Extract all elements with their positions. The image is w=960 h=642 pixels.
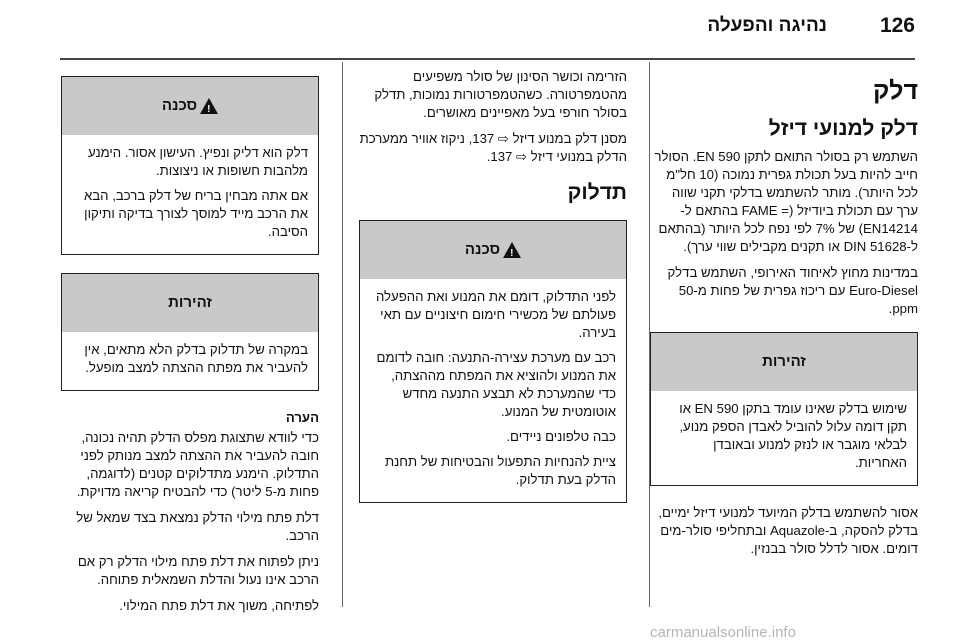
danger-text: כבה טלפונים ניידים. bbox=[506, 429, 616, 444]
page-header bbox=[60, 14, 915, 46]
section-heading: דלק bbox=[873, 77, 918, 105]
paragraph: אסור להשתמש בדלק המיועד למנועי דיזל ימיים, בדלק להסקה, ב-Aquazole ובתחליפי סולר-מים דומים. אסור לדלל סולר בבנזין. bbox=[658, 505, 918, 556]
danger-text: לפני התדלוק, דומם את המנוע ואת ההפעלה פעולתם של מכשירי חימום חיצוניים עם תאי בעירה. bbox=[375, 289, 616, 340]
paragraph: דלת פתח מילוי הדלק נמצאת בצד שמאל של הרכב. bbox=[76, 510, 319, 543]
right-column bbox=[650, 68, 918, 566]
paragraph: במדינות מחוץ לאיחוד האירופי, השתמש בדלק Euro-Diesel עם ריכוז גפרית של פחות מ-50 ppm. bbox=[667, 265, 918, 316]
danger-box bbox=[359, 220, 627, 503]
left-column bbox=[61, 76, 319, 623]
caution-box-title: זהירות bbox=[62, 274, 318, 332]
caution-box-text: שימוש בדלק שאינו עומד בתקן EN 590 או תקן דומה עלול להוביל לאבדן הספק מנוע, לבלאי מוגבר או לנזק למנוע ובאובדן האחריות. bbox=[679, 401, 907, 470]
warning-triangle-icon bbox=[200, 98, 218, 114]
caution-box-text: במקרה של תדלוק בדלק הלא מתאים, אין להעביר את מפתח ההצתה למצב מופעל. bbox=[84, 342, 308, 375]
danger-text: ציית להנחיות התפעול והבטיחות של תחנת הדלק בעת תדלוק. bbox=[385, 454, 616, 487]
paragraph: השתמש רק בסולר התואם לתקן EN 590. הסולר חייב להיות בעל תכולת גפרית נמוכה (10 חל"מ לכל היותר). מותר להשתמש בדלקי תקני שווה ערך עם תכולת ביודיזל (= FAME בהתאם ל-EN14214) של 7% לפי נפח לכל היותר (בהתאם ל-DIN 51628 או תקנים מקבילים שווי ערך). bbox=[654, 149, 918, 254]
caution-box bbox=[650, 332, 918, 486]
danger-box bbox=[61, 76, 319, 255]
header-rule bbox=[60, 58, 915, 60]
paragraph: מסנן דלק במנוע דיזל ⇨ 137, ניקוז אוויר ממערכת הדלק במנועי דיזל ⇨ 137. bbox=[359, 131, 627, 164]
middle-column bbox=[359, 68, 627, 521]
danger-box-title: ! סכנה bbox=[360, 221, 626, 279]
note-title: הערה bbox=[285, 410, 319, 425]
paragraph: ניתן לפתוח את דלת פתח מילוי הדלק רק אם הרכב אינו נעול והדלת השמאלית פתוחה. bbox=[77, 554, 319, 587]
page-number: 126 bbox=[879, 14, 915, 37]
note-text: כדי לוודא שתצוגת מפלס הדלק תהיה נכונה, חובה להעביר את ההצתה למצב מנותק לפני התדלוק. הימנע מתדלוקים קטנים (לדוגמה, פחות מ-5 ליטר) כדי להבטיח קריאה מדויקת. bbox=[76, 430, 319, 499]
danger-text: דלק הוא דליק ונפיץ. העישון אסור. הימנע מלהבות חשופות או ניצוצות. bbox=[88, 145, 308, 178]
danger-text: אם אתה מבחין בריח של דלק ברכב, הבא את הרכב מייד למוסך לצורך בדיקה ותיקון הסיבה. bbox=[84, 188, 308, 239]
caution-box-title: זהירות bbox=[651, 333, 917, 391]
header-title: נהיגה והפעלה bbox=[707, 15, 827, 36]
caution-box bbox=[61, 273, 319, 391]
watermark: carmanualsonline.info bbox=[650, 624, 796, 641]
warning-triangle-icon bbox=[503, 242, 521, 258]
paragraph: לפתיחה, משוך את דלת פתח המילוי. bbox=[119, 598, 319, 613]
sub-heading: דלק למנועי דיזל bbox=[768, 117, 918, 140]
danger-text: רכב עם מערכת עצירה-התנעה: חובה לדומם את המנוע ולהוציא את המפתח מההצתה, כדי שהמערכת לא תבצע התנעה מחדש אוטומטית של המנוע. bbox=[376, 350, 616, 419]
paragraph: הזרימה וכושר הסינון של סולר משפיעים מהטמפרטורה. כשהטמפרטורות נמוכות, תדלק בסולר חורפי בעל מאפיינים מאושרים. bbox=[374, 69, 627, 120]
column-divider bbox=[342, 62, 343, 607]
section-heading: תדלוק bbox=[567, 181, 627, 204]
danger-box-title: ! סכנה bbox=[62, 77, 318, 135]
